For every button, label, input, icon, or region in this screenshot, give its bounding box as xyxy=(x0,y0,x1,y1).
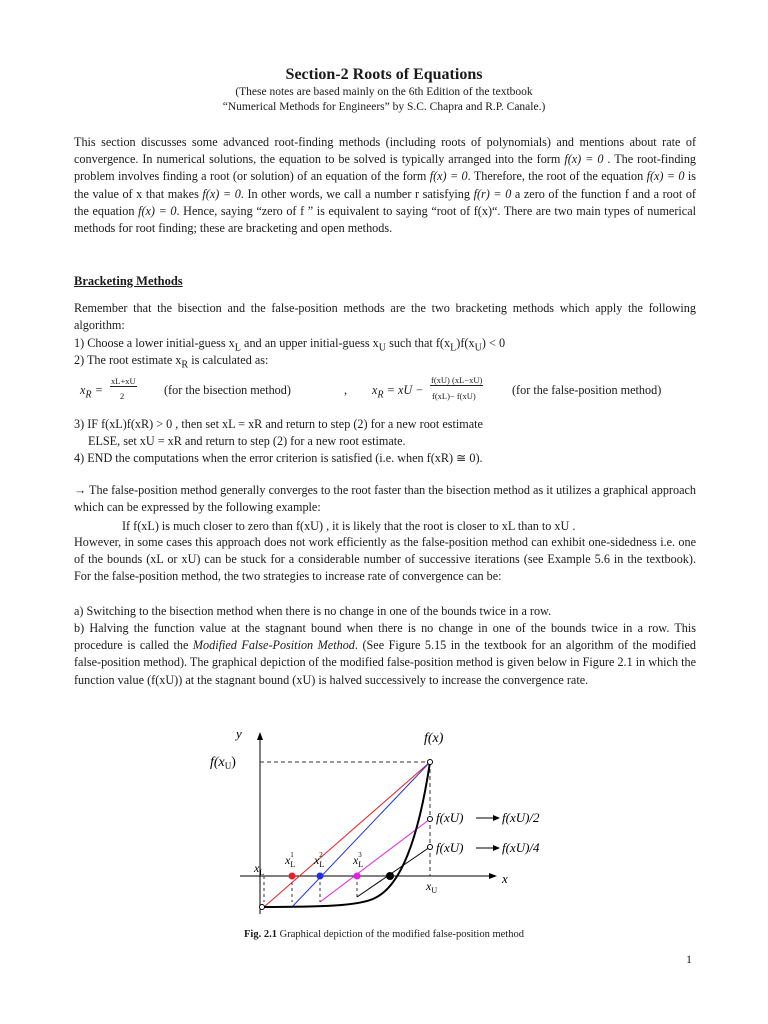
algorithm-step-4: 4) END the computations when the error criterion is satisfied (i.e. when f(xR) ≅ 0). xyxy=(74,451,483,465)
formula-bisection-denominator: 2 xyxy=(120,391,125,401)
fxu-point xyxy=(428,760,433,765)
x-axis-arrow xyxy=(489,873,497,879)
halving-arrow-head xyxy=(493,815,500,821)
fxu-half-point xyxy=(428,817,433,822)
xl3-label: $x_L3$ xyxy=(353,851,364,869)
fx-label: f(x) xyxy=(424,731,444,746)
halving-annotation-rhs: f(xU)/2 xyxy=(502,810,540,825)
strategy-b: b) Halving the function value at the stagnant bound when there is no change in one of the bounds twice in a row. This procedure is called the Modified False-Position Method. (See Figure 5.15 in the textbook for an algorithm of the modified false-position method). The graphical depiction of the modified false-position method is given below in Figure 2.1 in which the function value (f(xU)) at the stagnant bound (xU) is halved successively to increase the convergence rate. xyxy=(74,621,696,687)
root-estimate-formulas xyxy=(80,374,700,408)
formula-bisection-numerator: xL+xU xyxy=(111,376,136,386)
figure-caption-label: Fig. 2.1 xyxy=(244,929,277,940)
halving-annotation-lhs: f(xU) xyxy=(436,810,464,825)
y-axis-label: y xyxy=(236,726,242,741)
algorithm-step-3: 3) IF f(xL)f(xR) > 0 , then set xL = xR and return to step (2) for a new root estimate xyxy=(74,417,483,431)
formula-fp-note: (for the false-position method) xyxy=(512,383,662,397)
source-note-line-1: (These notes are based mainly on the 6th Edition of the textbook xyxy=(235,86,533,98)
discussion-example: If f(xL) is much closer to zero than f(xU) , it is likely that the root is closer to xL than to xU . xyxy=(122,519,576,533)
xl1-point xyxy=(289,873,296,880)
formula-fp-denominator: f(xL)− f(xU) xyxy=(432,391,476,401)
xu-label: $x_U$ xyxy=(426,879,438,895)
fxu-axis-label: $f(x_U)$ xyxy=(210,755,236,771)
formula-fp-numerator: f(xU) (xL−xU) xyxy=(431,375,483,385)
quarter-annotation-rhs: f(xU)/4 xyxy=(502,840,540,855)
xl-label: $x_L$ xyxy=(254,861,265,877)
algorithm-step-1: 1) Choose a lower initial-guess $x_L$ and an upper initial-guess $x_U$ such that $f(x_L)f(x_U) < 0$ xyxy=(74,336,506,354)
page-number: 1 xyxy=(686,952,692,966)
formula-separator: , xyxy=(344,383,348,397)
strategy-a: a) Switching to the bisection method when there is no change in one of the bounds twice in a row. xyxy=(74,604,552,618)
algorithm-step-3-else: ELSE, set xU = xR and return to step (2) for a new root estimate. xyxy=(88,434,406,448)
quarter-annotation-lhs: f(xU) xyxy=(436,840,464,855)
y-axis-arrow xyxy=(257,732,263,740)
source-note-line-2: “Numerical Methods for Engineers” by S.C. Chapra and R.P. Canale.) xyxy=(222,101,546,113)
xl2-label: $x_L2$ xyxy=(314,851,325,869)
root-point xyxy=(386,872,394,880)
xl3-point xyxy=(354,873,361,880)
section-heading-bracketing: Bracketing Methods xyxy=(74,274,183,288)
page-title: Section-2 Roots of Equations xyxy=(285,66,483,83)
intro-paragraph: This section discusses some advanced root-finding methods (including roots of polynomials) and mentions about rate of convergence. In numerical solutions, the equation to be solved is typically arranged into the form f(x) = 0 . The root-finding problem involves finding a root (or solution) of an equation of the form f(x) = 0. Therefore, the root of the equation f(x) = 0 is the value of x that makes f(x) = 0. In other words, we call a number r satisfying f(r) = 0 a zero of the function f and a root of the equation f(x) = 0. Hence, saying “zero of f ” is equivalent to saying “root of f(x)“. There are two main types of numerical methods for root finding; these are bracketing and open methods. xyxy=(74,135,697,236)
discussion-paragraph-1: → The false-position method generally converges to the root faster than the bisection method as it utilizes a graphical approach which can be expressed by the following example: xyxy=(74,483,696,515)
xl-start-point xyxy=(260,905,265,910)
formula-fp-lhs: $x_R$ = xU − xyxy=(372,383,424,401)
figure-caption-text: Graphical depiction of the modified false-position method xyxy=(279,929,524,940)
algorithm-step-2: 2) The root estimate $x_R$ is calculated as: xyxy=(74,353,269,371)
secant-line-black xyxy=(357,847,430,897)
xl2-point xyxy=(317,873,324,880)
x-axis-label: x xyxy=(502,871,508,886)
fxu-quarter-point xyxy=(428,845,433,850)
quarter-arrow-head xyxy=(493,845,500,851)
formula-bisection-note: (for the bisection method) xyxy=(164,383,291,397)
discussion-paragraph-2: However, in some cases this approach does not work efficiently as the false-position method can exhibit one-sidedness i.e. one of the bounds (xL or xU) can be stuck for a considerable number of successive iterations (see Example 5.6 in the textbook). For the false-position method, the two strategies to increase rate of convergence can be: xyxy=(74,535,696,584)
figure-caption xyxy=(0,929,768,940)
figure-modified-false-position xyxy=(200,722,540,922)
xl1-label: $x_L1$ xyxy=(285,851,296,869)
bracketing-intro: Remember that the bisection and the false-position methods are the two bracketing methods which apply the following algorithm: xyxy=(74,301,696,333)
secant-line-red xyxy=(264,762,430,907)
formula-bisection-lhs: $x_R$ = xyxy=(80,383,103,401)
